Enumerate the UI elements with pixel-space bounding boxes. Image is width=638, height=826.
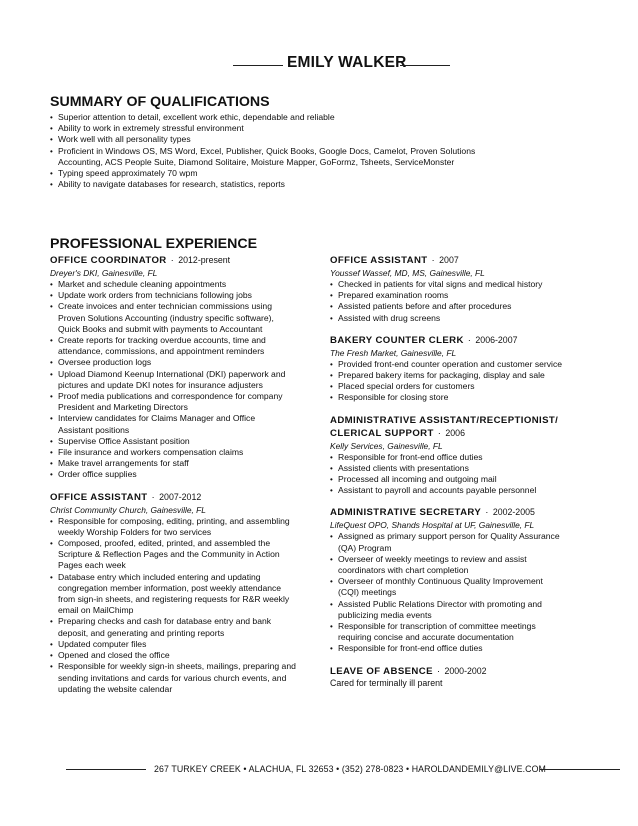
duty-continuation <box>50 346 310 357</box>
summary-item-continuation <box>50 157 610 168</box>
duty-item: • Responsible for composing, editing, printing, and assembling <box>50 516 310 527</box>
duty-item: • Oversee production logs <box>50 357 310 368</box>
header-rule-right <box>400 65 450 66</box>
job-heading <box>50 254 310 267</box>
job-title: BAKERY COUNTER CLERK <box>330 334 464 346</box>
summary-item: • Superior attention to detail, excellent work ethic, dependable and reliable <box>50 112 610 123</box>
duty-continuation <box>330 632 600 643</box>
job-entry <box>50 491 310 695</box>
duty-continuation-text: pictures and update DKI notes for insurance adjusters <box>58 379 263 390</box>
job-entry <box>330 506 600 654</box>
job-heading <box>330 665 600 678</box>
duty-item: • Proof media publications and correspondence for company <box>50 391 310 402</box>
duty-item: • File insurance and workers compensation claims <box>50 447 310 458</box>
duty-item: • Provided front-end counter operation and customer service <box>330 359 600 370</box>
duty-item: • Prepared examination rooms <box>330 290 600 301</box>
job-title: ADMINISTRATIVE SECRETARY <box>330 507 482 519</box>
duty-continuation-text: Quick Books and submit with payments to Accountant <box>58 323 263 334</box>
header-rule-left <box>233 65 283 66</box>
experience-left-column <box>50 254 310 705</box>
job-heading <box>330 334 600 347</box>
job-employer: Dreyer's DKI, Gainesville, FL <box>50 268 158 278</box>
duty-continuation-text: requiring concise and accurate documentation <box>338 632 514 643</box>
duty-continuation <box>50 527 310 538</box>
duty-continuation-text: Scripture & Reflection Pages and the Community in Action <box>58 549 280 560</box>
duty-continuation-text: sending invitations and cards for various church events, and <box>58 672 287 683</box>
duty-continuation <box>50 549 310 560</box>
footer-rule-right <box>540 769 620 770</box>
job-heading <box>330 254 600 267</box>
duty-item: • Assisted patients before and after procedures <box>330 301 600 312</box>
duty-continuation-text: Pages each week <box>58 560 126 571</box>
duty-continuation-text: coordinators with chart completion <box>338 565 469 576</box>
duty-continuation-text: Assistant positions <box>58 424 130 435</box>
job-dates: 2006-2007 <box>475 334 518 345</box>
duty-continuation-text: email on MailChimp <box>58 605 134 616</box>
duty-continuation <box>50 684 310 695</box>
duty-continuation <box>50 560 310 571</box>
job-duties <box>330 531 600 654</box>
duty-continuation <box>50 402 310 413</box>
job-dates: 2007-2012 <box>159 491 202 502</box>
experience-title: PROFESSIONAL EXPERIENCE <box>50 236 258 252</box>
job-dates: 2002-2005 <box>492 507 535 518</box>
duty-continuation <box>330 543 600 554</box>
job-entry <box>330 254 600 324</box>
duty-continuation <box>50 380 310 391</box>
duty-continuation <box>50 628 310 639</box>
duty-item: • Database entry which included entering and updating <box>50 572 310 583</box>
duty-continuation-text: Proven Solutions Accounting (industry specific software), <box>58 312 274 323</box>
resume-name: EMILY WALKER <box>287 54 407 71</box>
duty-item: • Overseer of weekly meetings to review and assist <box>330 554 600 565</box>
duty-continuation <box>50 583 310 594</box>
duty-item: • Checked in patients for vital signs and medical history <box>330 279 600 290</box>
summary-item: • Typing speed approximately 70 wpm <box>50 168 610 179</box>
job-duties <box>50 279 310 481</box>
job-title: OFFICE ASSISTANT <box>50 491 148 503</box>
duty-continuation <box>50 673 310 684</box>
duty-continuation-text: congregation member information, post weekly attendance <box>58 582 282 593</box>
duty-item: • Market and schedule cleaning appointments <box>50 279 310 290</box>
duty-item: • Update work orders from technicians following jobs <box>50 290 310 301</box>
leave-note: Cared for terminally ill parent <box>330 677 443 688</box>
job-duties <box>330 279 600 324</box>
job-dates: 2006 <box>445 427 465 438</box>
duty-continuation-text: (QA) Program <box>338 542 392 553</box>
duty-continuation-text: President and Marketing Directors <box>58 402 188 413</box>
duty-continuation-text: publicizing media events <box>338 609 432 620</box>
duty-item: • Upload Diamond Keenup International (DKI) paperwork and <box>50 369 310 380</box>
duty-item: • Responsible for front-end office duties <box>330 452 600 463</box>
job-duties <box>50 516 310 695</box>
duty-item: • Interview candidates for Claims Manager and Office <box>50 413 310 424</box>
duty-continuation-text: from sign-in sheets, and registering requests for R&R weekly <box>58 594 290 605</box>
job-title: OFFICE ASSISTANT <box>330 255 428 266</box>
job-employer: LifeQuest OPO, Shands Hospital at UF, Gainesville, FL <box>330 520 535 531</box>
duty-item: • Placed special orders for customers <box>330 381 600 392</box>
duty-item: • Order office supplies <box>50 469 310 480</box>
duty-item: • Assisted Public Relations Director with promoting and <box>330 599 600 610</box>
duty-item: • Preparing checks and cash for database entry and bank <box>50 616 310 627</box>
duty-continuation-text: (CQI) meetings <box>338 587 397 598</box>
duty-item: • Create invoices and enter technician commissions using <box>50 301 310 312</box>
separator-dot: · <box>170 255 175 266</box>
experience-right-column <box>330 254 600 699</box>
duty-item: • Assisted with drug screens <box>330 313 600 324</box>
duty-item: • Responsible for transcription of committee meetings <box>330 621 600 632</box>
separator-dot: · <box>485 507 489 519</box>
job-dates: 2000-2002 <box>444 665 487 676</box>
duty-item: • Assigned as primary support person for Quality Assurance <box>330 531 600 542</box>
duty-continuation <box>330 610 600 621</box>
duty-continuation-text: updating the website calendar <box>58 683 173 694</box>
duty-item: • Opened and closed the office <box>50 650 310 661</box>
job-heading <box>330 427 600 440</box>
separator-dot: · <box>151 491 156 503</box>
summary-item: • Work well with all personality types <box>50 134 610 145</box>
duty-continuation <box>330 587 600 598</box>
duty-item: • Responsible for closing store <box>330 392 600 403</box>
job-heading <box>330 506 600 519</box>
job-dates: 2012-present <box>178 255 231 265</box>
summary-item: • Ability to work in extremely stressful environment <box>50 123 610 134</box>
duty-continuation <box>50 594 310 605</box>
duty-continuation-text: weekly Worship Folders for two services <box>58 526 212 537</box>
job-employer: The Fresh Market, Gainesville, FL <box>330 347 457 358</box>
duty-item: • Create reports for tracking overdue accounts, time and <box>50 335 310 346</box>
duty-item: • Composed, proofed, edited, printed, and assembled the <box>50 538 310 549</box>
duty-continuation <box>50 605 310 616</box>
job-title: LEAVE OF ABSENCE <box>330 665 433 677</box>
job-heading <box>50 491 310 504</box>
job-entry <box>330 665 600 690</box>
job-title-line2: CLERICAL SUPPORT <box>330 427 434 439</box>
duty-item: • Supervise Office Assistant position <box>50 436 310 447</box>
job-entry <box>330 334 600 404</box>
duty-item: • Updated computer files <box>50 639 310 650</box>
job-employer: Kelly Services, Gainesville, FL <box>330 440 443 451</box>
duty-item: • Processed all incoming and outgoing mail <box>330 474 600 485</box>
duty-item: • Make travel arrangements for staff <box>50 458 310 469</box>
duty-item: • Assistant to payroll and accounts payable personnel <box>330 485 600 496</box>
duty-continuation-text: attendance, commissions, and appointment reminders <box>58 346 265 357</box>
duty-item: • Responsible for weekly sign-in sheets, mailings, preparing and <box>50 661 310 672</box>
summary-continuation-text: Accounting, ACS People Suite, Diamond Solitaire, Moisture Mapper, GoFormz, Tsheets, ServiceMonster <box>58 156 455 167</box>
duty-item: • Overseer of monthly Continuous Quality Improvement <box>330 576 600 587</box>
job-employer: Christ Community Church, Gainesville, FL <box>50 504 206 515</box>
name-header <box>50 54 598 76</box>
duty-item: • Assisted clients with presentations <box>330 463 600 474</box>
duty-item: • Prepared bakery items for packaging, display and sale <box>330 370 600 381</box>
duty-continuation <box>50 324 310 335</box>
duty-continuation-text: deposit, and generating and printing reports <box>58 627 225 638</box>
duty-continuation <box>50 313 310 324</box>
job-entry <box>50 254 310 481</box>
summary-item: • Proficient in Windows OS, MS Word, Excel, Publisher, Quick Books, Google Docs, Camelot, Proven Solutions <box>50 146 610 157</box>
summary-list <box>50 112 610 190</box>
footer-rule-left <box>66 769 146 770</box>
duty-item: • Responsible for front-end office duties <box>330 643 600 654</box>
contact-footer <box>50 764 598 778</box>
separator-dot: · <box>437 427 442 439</box>
contact-info: 267 TURKEY CREEK • ALACHUA, FL 32653 • (352) 278-0823 • HAROLDANDEMILY@LIVE.COM <box>154 764 546 774</box>
job-employer: Youssef Wassef, MD, MS, Gainesville, FL <box>330 268 485 278</box>
job-title: OFFICE COORDINATOR <box>50 255 167 266</box>
separator-dot: · <box>436 665 441 677</box>
duty-continuation <box>50 425 310 436</box>
job-duties <box>330 359 600 404</box>
job-title-line1: ADMINISTRATIVE ASSISTANT/RECEPTIONIST/ <box>330 414 559 426</box>
job-entry <box>330 414 600 497</box>
job-dates: 2007 <box>439 255 459 265</box>
separator-dot: · <box>467 334 472 346</box>
duty-continuation <box>330 565 600 576</box>
job-duties <box>330 452 600 497</box>
summary-item: • Ability to navigate databases for research, statistics, reports <box>50 179 610 190</box>
separator-dot: · <box>431 255 436 266</box>
summary-title: SUMMARY OF QUALIFICATIONS <box>50 94 270 110</box>
